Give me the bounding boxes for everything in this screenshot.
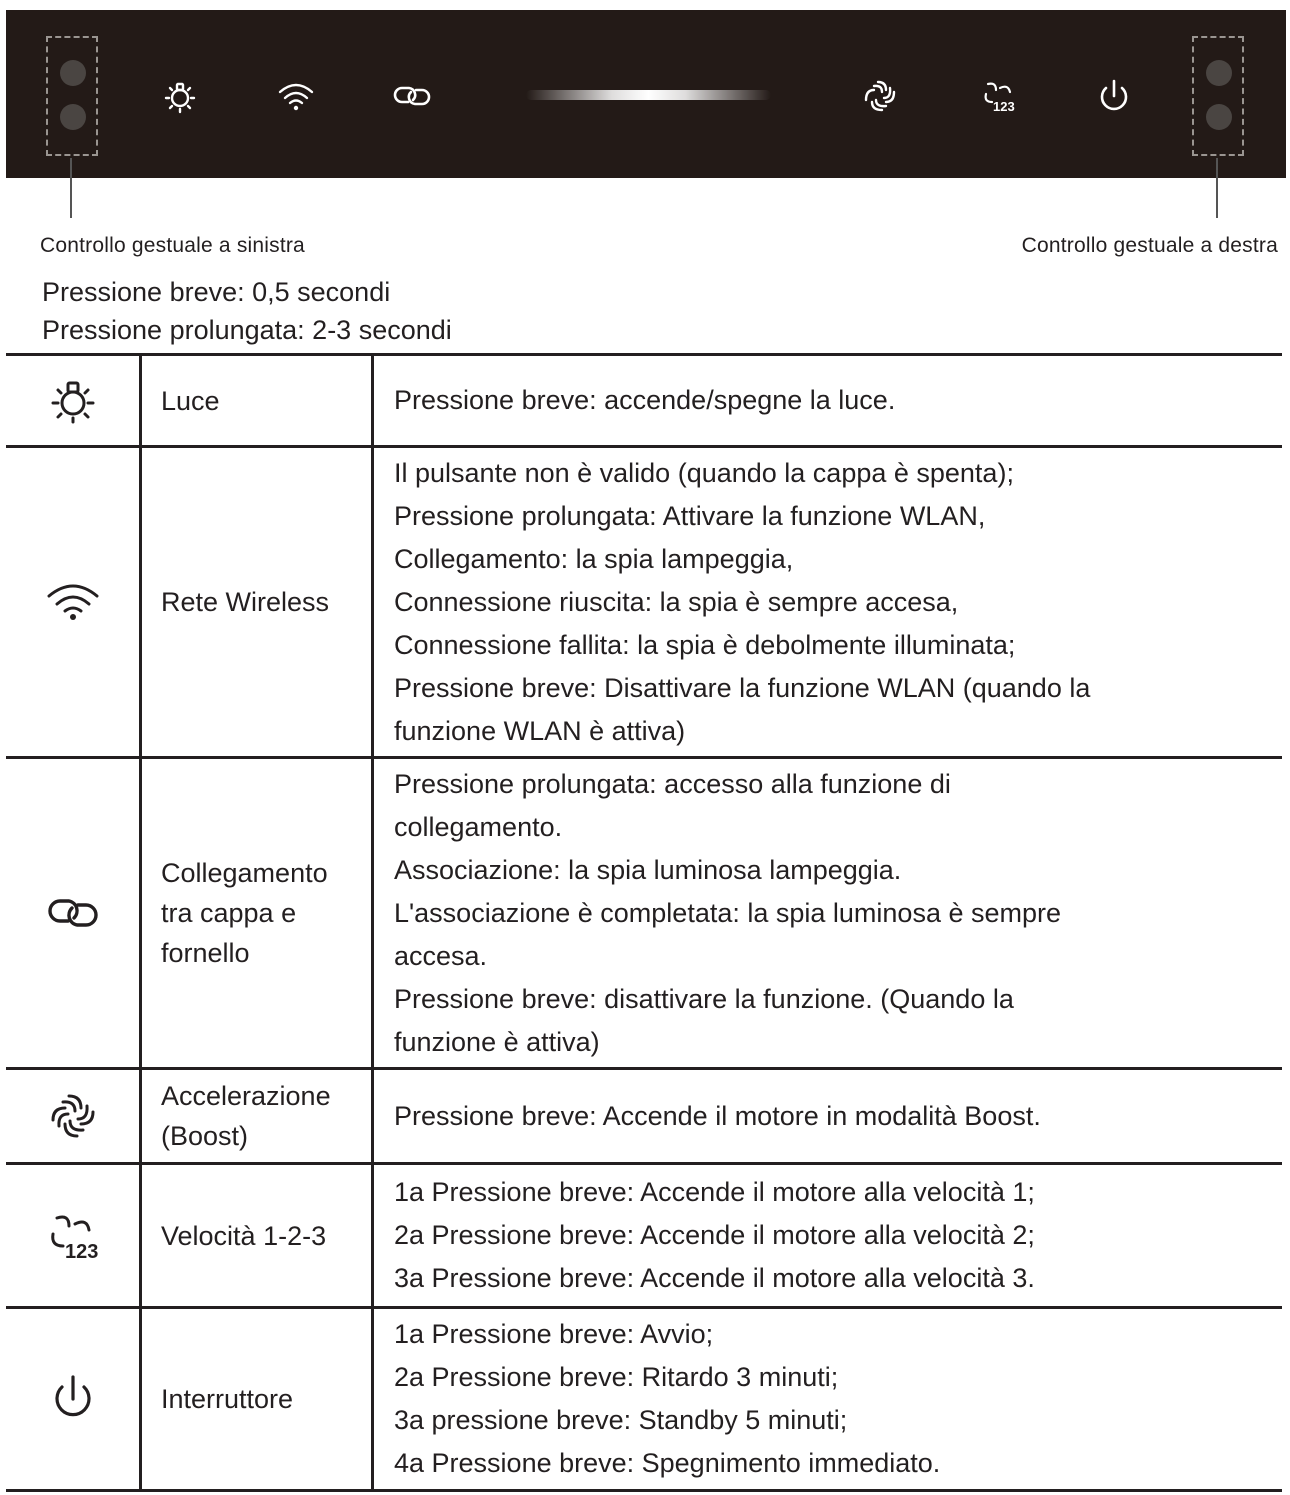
description-line: 4a Pressione breve: Spegnimento immediato. <box>394 1448 941 1478</box>
function-name: Luce <box>142 356 374 445</box>
table-row-wireless <box>6 448 1282 759</box>
left-gesture-caption: Controllo gestuale a sinistra <box>40 234 305 257</box>
description-line: Pressione breve: Disattivare la funzione WLAN (quando la <box>394 672 1091 703</box>
power-icon[interactable] <box>1090 72 1138 120</box>
description-line: 1a Pressione breve: Accende il motore alla velocità 1; <box>394 1177 1035 1207</box>
description-line: Pressione breve: accende/spegne la luce. <box>394 385 896 415</box>
function-name: Collegamento tra cappa e fornello <box>142 759 374 1067</box>
description-line: 1a Pressione breve: Avvio; <box>394 1319 714 1349</box>
description-line: 3a pressione breve: Standby 5 minuti; <box>394 1405 848 1435</box>
boost-icon[interactable] <box>856 72 904 120</box>
description-line: Pressione breve: Accende il motore in modalità Boost. <box>394 1100 1041 1131</box>
wifi-icon[interactable] <box>272 72 320 120</box>
table-row-hob-link <box>6 759 1282 1070</box>
description-line: Connessione fallita: la spia è debolmente illuminata; <box>394 629 1016 660</box>
light-icon <box>6 356 142 445</box>
control-panel <box>6 10 1286 178</box>
description-line: L'associazione è completata: la spia luminosa è sempre <box>394 897 1062 928</box>
table-row-speed <box>6 1165 1282 1309</box>
description-line: Pressione prolungata: Attivare la funzione WLAN, <box>394 500 986 531</box>
table-row-boost <box>6 1070 1282 1165</box>
power-icon <box>6 1309 142 1489</box>
description-line: Il pulsante non è valido (quando la cappa è spenta); <box>394 457 1014 488</box>
sensor-dot <box>1206 104 1232 130</box>
function-name: Accelerazione (Boost) <box>142 1070 374 1162</box>
description-line: Pressione breve: disattivare la funzione. (Quando la <box>394 983 1014 1014</box>
link-icon[interactable] <box>388 72 436 120</box>
right-leader-line <box>1216 158 1218 218</box>
light-icon[interactable] <box>156 72 204 120</box>
function-name: Velocità 1-2-3 <box>142 1165 374 1306</box>
status-light-bar <box>526 90 771 100</box>
wifi-icon <box>6 448 142 756</box>
long-press-info: Pressione prolungata: 2-3 secondi <box>42 315 452 345</box>
description-line: funzione è attiva) <box>394 1026 600 1057</box>
description-line: Collegamento: la spia lampeggia, <box>394 543 794 574</box>
boost-icon <box>6 1070 142 1162</box>
function-description <box>374 1165 1282 1306</box>
speed-icon-label: 123 <box>64 1240 98 1263</box>
function-description <box>374 1309 1282 1489</box>
speed-123-icon[interactable] <box>974 72 1022 120</box>
description-line: funzione WLAN è attiva) <box>394 715 686 746</box>
right-gesture-sensor[interactable] <box>1192 36 1244 156</box>
description-line: Pressione prolungata: accesso alla funzione di <box>394 768 951 799</box>
sensor-dot <box>60 104 86 130</box>
left-leader-line <box>70 158 72 218</box>
link-icon <box>6 759 142 1067</box>
short-press-info: Pressione breve: 0,5 secondi <box>42 277 391 307</box>
description-line: collegamento. <box>394 811 563 842</box>
description-line: Associazione: la spia luminosa lampeggia. <box>394 854 902 885</box>
function-table <box>6 353 1282 1492</box>
left-gesture-sensor[interactable] <box>46 36 98 156</box>
function-description <box>374 448 1282 756</box>
description-line: 2a Pressione breve: Accende il motore alla velocità 2; <box>394 1220 1035 1250</box>
speed-icon-label: 123 <box>993 99 1015 114</box>
description-line: Connessione riuscita: la spia è sempre accesa, <box>394 586 959 617</box>
sensor-dot <box>60 60 86 86</box>
function-name: Rete Wireless <box>142 448 374 756</box>
function-description <box>374 1070 1282 1162</box>
function-description <box>374 356 1282 445</box>
right-gesture-caption: Controllo gestuale a destra <box>1021 234 1278 257</box>
description-line: accesa. <box>394 940 488 971</box>
table-row-power <box>6 1309 1282 1492</box>
table-row-light <box>6 356 1282 448</box>
function-description <box>374 759 1282 1067</box>
sensor-dot <box>1206 60 1232 86</box>
speed-123-icon <box>6 1165 142 1306</box>
description-line: 3a Pressione breve: Accende il motore alla velocità 3. <box>394 1263 1035 1293</box>
description-line: 2a Pressione breve: Ritardo 3 minuti; <box>394 1362 839 1392</box>
function-name: Interruttore <box>142 1309 374 1489</box>
